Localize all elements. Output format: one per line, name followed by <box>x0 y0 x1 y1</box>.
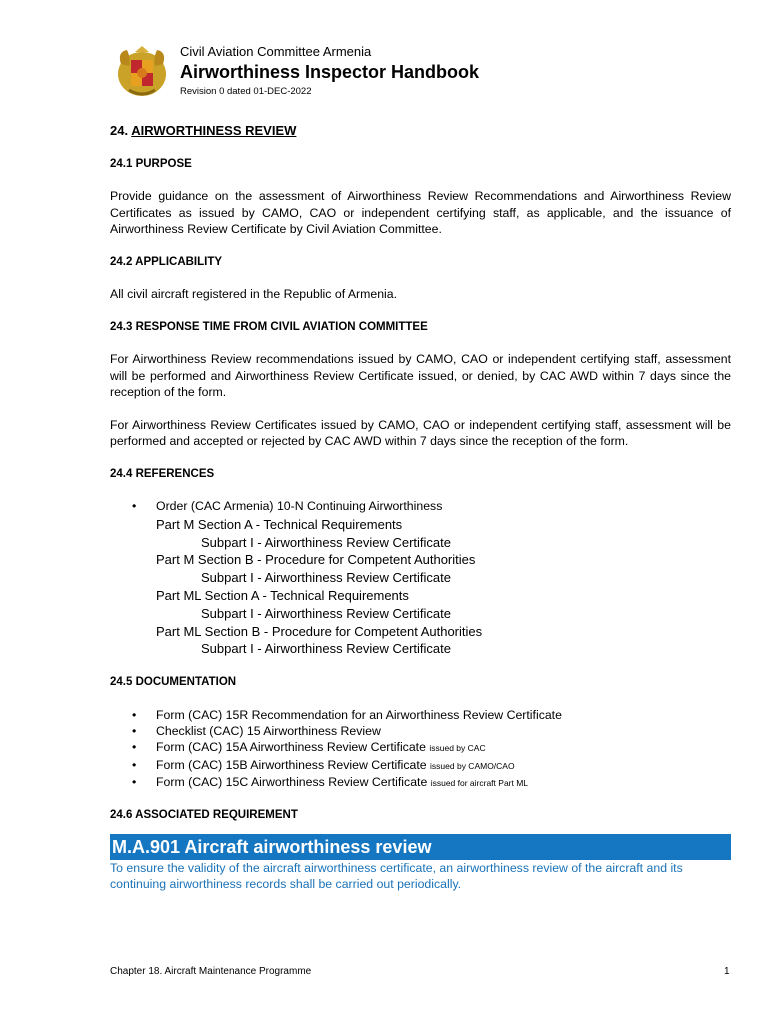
revision-line: Revision 0 dated 01-DEC-2022 <box>180 86 312 97</box>
form-note: issued by CAC <box>429 743 486 754</box>
footer-chapter: Chapter 18. Aircraft Maintenance Programme <box>110 966 312 977</box>
reference-subpart: Subpart I - Airworthiness Review Certificate <box>201 534 451 550</box>
form-note: issued for aircraft Part ML <box>430 777 529 788</box>
references-list <box>110 498 731 516</box>
reference-part: Part ML Section B - Procedure for Competent Authorities <box>156 623 483 639</box>
form-note: issued by CAMO/CAO <box>430 760 515 771</box>
documentation-heading: 24.5 DOCUMENTATION <box>110 676 237 689</box>
page-number: 1 <box>724 966 730 977</box>
bullet-icon: • <box>132 499 137 513</box>
response-heading: 24.3 RESPONSE TIME FROM CIVIL AVIATION COMMITTEE <box>110 320 428 333</box>
coat-of-arms-icon <box>115 44 169 100</box>
section-number: 24. <box>110 123 129 138</box>
associated-heading: 24.6 ASSOCIATED REQUIREMENT <box>110 809 298 822</box>
documentation-list <box>110 707 731 791</box>
bullet-icon: • <box>132 774 137 789</box>
reference-subpart: Subpart I - Airworthiness Review Certificate <box>201 641 451 657</box>
section-title: AIRWORTHINESS REVIEW <box>131 123 297 138</box>
reference-subpart: Subpart I - Airworthiness Review Certificate <box>201 605 451 621</box>
bullet-icon: • <box>132 757 137 772</box>
section-heading <box>110 123 731 140</box>
requirement-text: To ensure the validity of the aircraft airworthiness certificate, an airworthiness review of the aircraft and its continuing airworthiness records shall be carried out periodically. <box>110 860 683 892</box>
list-item: • Form (CAC) 15A Airworthiness Review Certificate issued by CAC <box>132 740 486 755</box>
bullet-icon: • <box>132 723 137 738</box>
document-body <box>110 123 731 893</box>
list-item: • Form (CAC) 15R Recommendation for an Airworthiness Review Certificate <box>132 707 562 722</box>
purpose-heading: 24.1 PURPOSE <box>110 157 192 170</box>
list-item: • Checklist (CAC) 15 Airworthiness Review <box>132 723 381 738</box>
document-header <box>115 42 735 102</box>
list-item: • Order (CAC Armenia) 10-N Continuing Airworthiness <box>110 498 731 516</box>
bullet-icon: • <box>132 707 137 722</box>
reference-part: Part M Section B - Procedure for Competent Authorities <box>156 552 476 568</box>
list-item: • Form (CAC) 15B Airworthiness Review Certificate issued by CAMO/CAO <box>132 757 515 772</box>
applicability-text: All civil aircraft registered in the Republic of Armenia. <box>110 287 398 301</box>
references-heading: 24.4 REFERENCES <box>110 467 215 480</box>
reference-part: Part ML Section A - Technical Requirements <box>156 587 409 603</box>
applicability-heading: 24.2 APPLICABILITY <box>110 255 223 268</box>
organization-name: Civil Aviation Committee Armenia <box>180 44 372 59</box>
list-item: • Form (CAC) 15C Airworthiness Review Certificate issued for aircraft Part ML <box>132 774 529 789</box>
reference-part: Part M Section A - Technical Requirements <box>156 516 403 532</box>
reference-subpart: Subpart I - Airworthiness Review Certificate <box>201 570 451 586</box>
handbook-title: Airworthiness Inspector Handbook <box>180 62 480 82</box>
requirement-banner: M.A.901 Aircraft airworthiness review <box>110 834 731 860</box>
bullet-icon: • <box>132 740 137 755</box>
response-paragraph-2: For Airworthiness Review Certificates issued by CAMO, CAO or independent certifying staff, assessment will be performed and accepted or rejected by CAC AWD within 7 days since the reception of the form. <box>110 417 731 448</box>
purpose-text: Provide guidance on the assessment of Airworthiness Review Recommendations and Airworthiness Review Certificates as issued by CAMO, CAO or independent certifying staff, as applicable, and the issuance of Airworthiness Review Certificate by Civil Aviation Committee. <box>110 189 731 236</box>
response-paragraph-1: For Airworthiness Review recommendations issued by CAMO, CAO or independent certifying staff, assessment will be performed and Airworthiness Review Certificate issued, or denied, by CAC AWD within 7 days since the reception of the form. <box>110 352 731 399</box>
